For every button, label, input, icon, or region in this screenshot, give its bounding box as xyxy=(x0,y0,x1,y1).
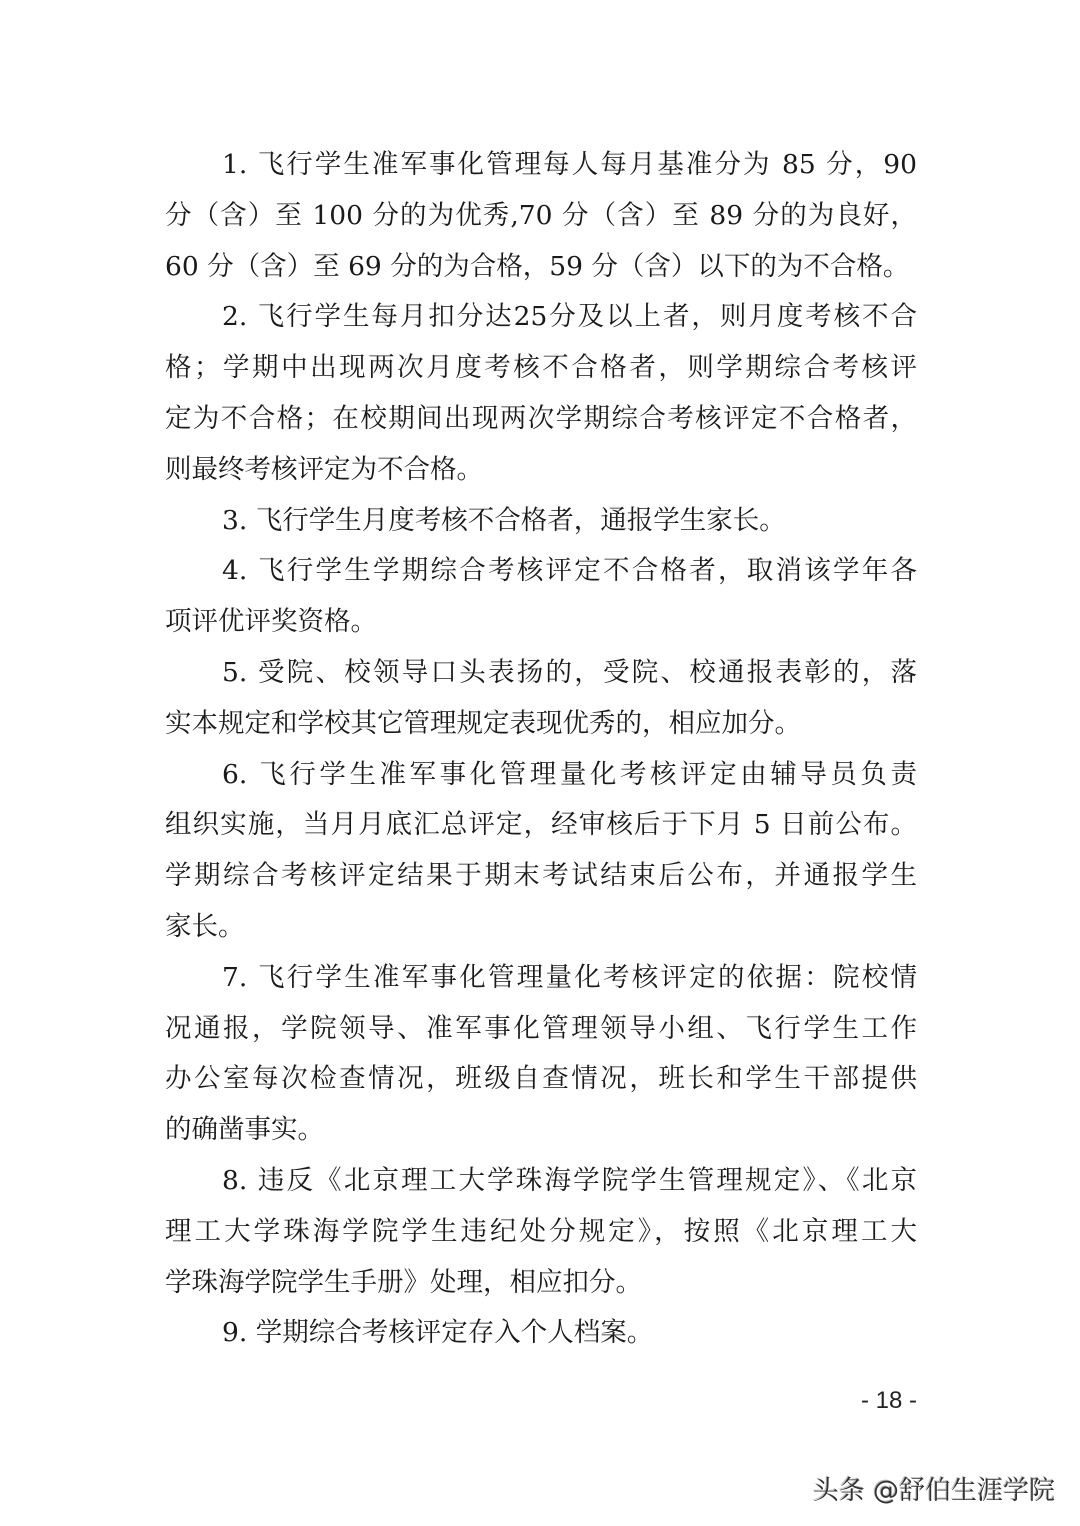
paragraph-line: 实本规定和学校其它管理规定表现优秀的，相应加分。 xyxy=(165,707,801,739)
page-number: - 18 - xyxy=(860,1387,917,1414)
paragraph-line: 4. 飞行学生学期综合考核评定不合格者，取消该学年各 xyxy=(222,555,917,587)
paragraph-line: 格；学期中出现两次月度考核不合格者，则学期综合考核评 xyxy=(165,352,917,384)
paragraph-line: 项评优评奖资格。 xyxy=(165,606,377,638)
paragraph-line: 则最终考核评定为不合格。 xyxy=(165,453,483,485)
paragraph-item-7 xyxy=(165,953,917,1156)
document-body xyxy=(165,140,917,1359)
paragraph-item-9 xyxy=(165,1308,917,1359)
paragraph-line: 9. 学期综合考核评定存入个人档案。 xyxy=(222,1317,654,1349)
paragraph-item-1 xyxy=(165,140,917,292)
paragraph-line: 理工大学珠海学院学生违纪处分规定》，按照《北京理工大 xyxy=(165,1215,917,1247)
paragraph-line: 7. 飞行学生准军事化管理量化考核评定的依据：院校情 xyxy=(222,961,917,993)
paragraph-line: 定为不合格；在校期间出现两次学期综合考核评定不合格者， xyxy=(165,402,917,434)
paragraph-item-4 xyxy=(165,546,917,648)
paragraph-item-5 xyxy=(165,648,917,750)
paragraph-line: 5. 受院、校领导口头表扬的，受院、校通报表彰的，落 xyxy=(222,656,917,688)
paragraph-item-2 xyxy=(165,292,917,495)
paragraph-line: 分（含）至 100 分的为优秀,70 分（含）至 89 分的为良好， xyxy=(165,199,917,231)
paragraph-line: 2. 飞行学生每月扣分达25分及以上者，则月度考核不合 xyxy=(222,301,917,333)
paragraph-line: 的确凿事实。 xyxy=(165,1114,324,1146)
paragraph-line: 60 分（含）至 69 分的为合格，59 分（含）以下的为不合格。 xyxy=(165,250,910,282)
watermark: 头条 @舒伯生涯学院 xyxy=(812,1476,1055,1506)
paragraph-item-6 xyxy=(165,750,917,953)
paragraph-line: 学期综合考核评定结果于期末考试结束后公布，并通报学生 xyxy=(165,860,917,892)
paragraph-line: 8. 违反《北京理工大学珠海学院学生管理规定》、《北京 xyxy=(222,1164,917,1196)
paragraph-line: 1. 飞行学生准军事化管理每人每月基准分为 85 分，90 xyxy=(222,149,917,180)
paragraph-line: 家长。 xyxy=(165,910,245,942)
paragraph-line: 3. 飞行学生月度考核不合格者，通报学生家长。 xyxy=(222,504,786,536)
paragraph-item-8 xyxy=(165,1156,917,1308)
paragraph-line: 学珠海学院学生手册》处理，相应扣分。 xyxy=(165,1266,642,1298)
paragraph-item-3 xyxy=(165,496,917,547)
paragraph-line: 组织实施，当月月底汇总评定，经审核后于下月 5 日前公布。 xyxy=(165,809,917,841)
paragraph-line: 6. 飞行学生准军事化管理量化考核评定由辅导员负责 xyxy=(222,758,917,790)
paragraph-line: 办公室每次检查情况，班级自查情况，班长和学生干部提供 xyxy=(165,1063,917,1095)
paragraph-line: 况通报，学院领导、准军事化管理领导小组、飞行学生工作 xyxy=(165,1012,917,1044)
